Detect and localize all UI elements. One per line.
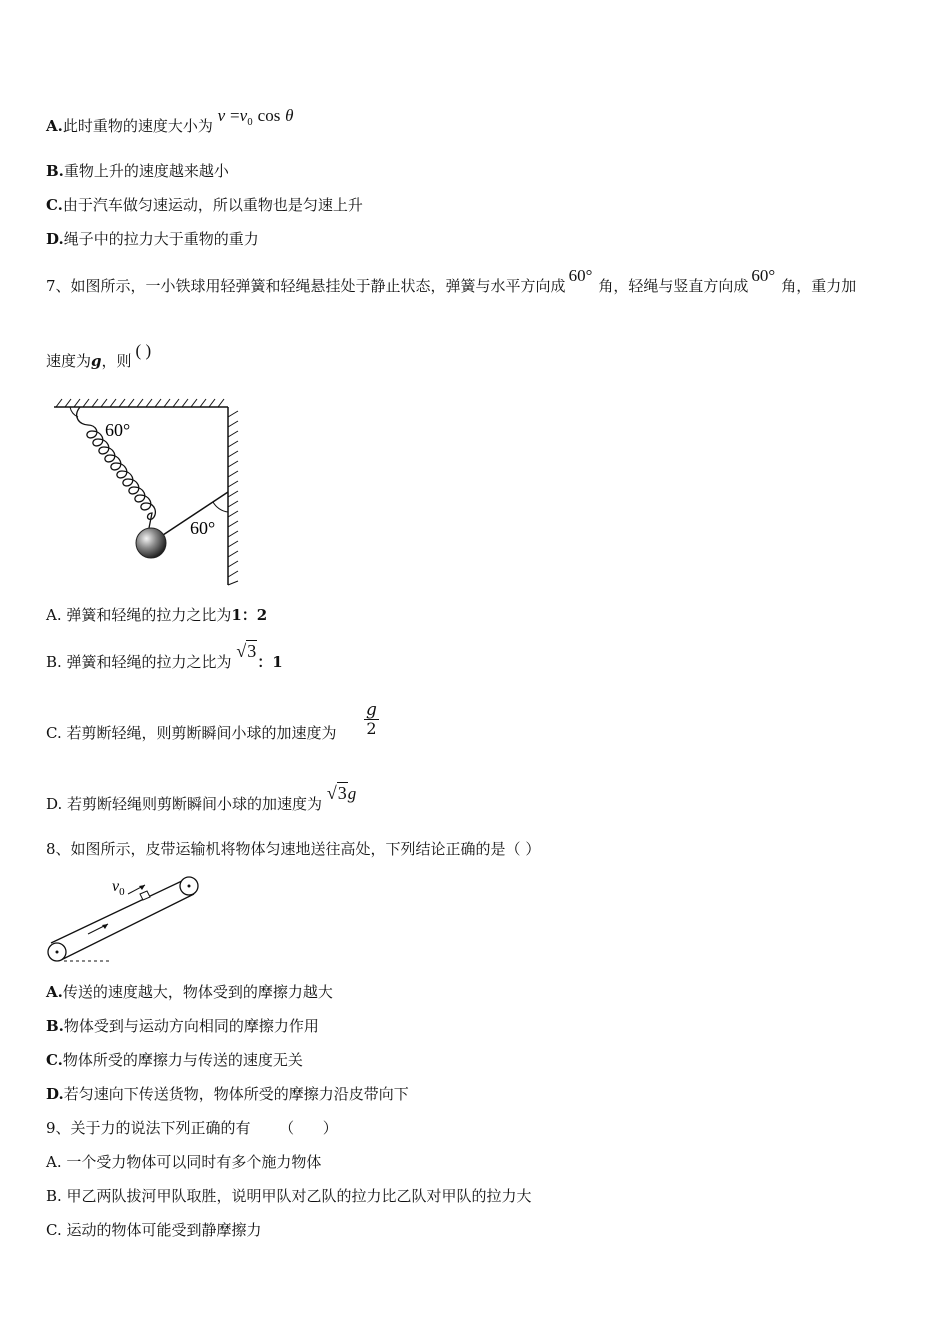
lower-pulley-axle: [56, 951, 59, 954]
q7-stem-line2: [46, 341, 152, 371]
q7-option-d-formula: √3g: [326, 783, 357, 803]
q7-option-d-g: g: [347, 784, 357, 803]
q6-option-d: [46, 229, 259, 249]
q8-option-c: [46, 1050, 303, 1070]
cargo-box: [140, 891, 150, 900]
formula-v: v: [217, 106, 226, 125]
q7-option-d: [46, 783, 357, 814]
q7-option-d-text: D. 若剪断轻绳则剪断瞬间小球的加速度为: [46, 795, 323, 813]
q7-stem-part3: 角，重力加: [781, 277, 857, 295]
q8-figure: [44, 872, 214, 972]
q7-stem-line2b: ，则: [101, 352, 132, 370]
q7-option-c-numerator: g: [366, 700, 377, 720]
spring-angle-label: 60°: [105, 420, 131, 440]
q9-option-a: [46, 1152, 321, 1172]
q8-option-c-text: 物体所受的摩擦力与传送的速度无关: [62, 1051, 303, 1069]
iron-ball: [136, 528, 166, 558]
q7-angle2: 60°: [751, 266, 776, 285]
q6-option-d-label: D.: [46, 230, 64, 248]
q7-option-c: [46, 723, 336, 743]
q9-option-b-text: B. 甲乙两队拔河甲队取胜，说明甲队对乙队的拉力比乙队对甲队的拉力大: [46, 1187, 532, 1205]
upper-pulley-axle: [188, 885, 191, 888]
formula-cos: cos: [257, 106, 281, 125]
q6-option-a-text: 此时重物的速度大小为: [62, 117, 213, 135]
q8-option-b-label: B.: [46, 1017, 64, 1035]
q8-stem: [46, 839, 540, 859]
q6-option-d-text: 绳子中的拉力大于重物的重力: [63, 230, 259, 248]
q8-option-a-text: 传送的速度越大，物体受到的摩擦力越大: [62, 983, 333, 1001]
q8-option-a-label: A.: [46, 983, 63, 1001]
q6-option-c-text: 由于汽车做匀速运动，所以重物也是匀速上升: [62, 196, 363, 214]
q8-option-d-text: 若匀速向下传送货物，物体所受的摩擦力沿皮带向下: [63, 1085, 409, 1103]
q9-option-c: [46, 1220, 261, 1240]
q6-option-b-label: B.: [46, 162, 64, 180]
q8-option-b-text: 物体受到与运动方向相同的摩擦力作用: [63, 1017, 319, 1035]
belt-bottom: [61, 894, 194, 960]
q7-option-b-ratio: ：1: [257, 653, 283, 671]
q7-option-c-fraction: [364, 701, 379, 738]
q7-stem-part1: 7、如图所示，一小铁球用轻弹簧和轻绳悬挂处于静止状态，弹簧与水平方向成: [46, 277, 566, 295]
q6-option-a-label: A.: [46, 117, 63, 135]
q7-figure: [50, 395, 250, 595]
velocity-label: $v_0$: [112, 878, 125, 898]
q7-stem-line1: [46, 266, 857, 296]
q7-angle1: 60°: [568, 266, 593, 285]
rope-angle-label: 60°: [190, 518, 216, 538]
q8-option-d: [46, 1084, 409, 1104]
q6-option-a-formula: [217, 106, 294, 128]
q6-option-b: [46, 161, 229, 181]
q6-option-a: [46, 106, 294, 143]
q8-option-a: [46, 982, 333, 1002]
formula-eq: =: [230, 106, 240, 125]
q8-option-b: [46, 1016, 319, 1036]
q9-option-b: [46, 1186, 532, 1206]
formula-theta: θ: [285, 106, 294, 125]
q7-option-a-text: A. 弹簧和轻绳的拉力之比为: [46, 606, 232, 624]
formula-v0: v: [239, 106, 248, 125]
q8-option-c-label: C.: [46, 1051, 63, 1069]
ceiling-hatch: [56, 399, 224, 407]
q7-stem-part2: 角，轻绳与竖直方向成: [598, 277, 749, 295]
rope-angle-arc: [213, 502, 228, 512]
q7-option-b-sqrt-value: 3: [247, 641, 257, 661]
q7-option-b-sqrt: √3: [236, 641, 257, 661]
q6-option-b-text: 重物上升的速度越来越小: [63, 162, 229, 180]
q7-option-d-sqrt-value: 3: [337, 783, 347, 803]
q6-option-c-label: C.: [46, 196, 63, 214]
q7-option-a-ratio: 1：2: [231, 606, 268, 624]
q7-option-b-text: B. 弹簧和轻绳的拉力之比为: [46, 653, 232, 671]
q8-option-d-label: D.: [46, 1085, 64, 1103]
q7-option-a: [46, 605, 267, 625]
q9-stem: [46, 1118, 338, 1138]
q9-option-c-text: C. 运动的物体可能受到静摩擦力: [46, 1221, 262, 1239]
q7-stem-g: g: [91, 352, 102, 370]
q9-stem-text: 9、关于力的说法下列正确的有 （ ）: [46, 1119, 338, 1137]
q7-option-c-denominator: 2: [366, 719, 377, 738]
formula-sub: 0: [247, 118, 253, 128]
q7-option-c-text: C. 若剪断轻绳，则剪断瞬间小球的加速度为: [46, 724, 337, 742]
q8-stem-text: 8、如图所示，皮带运输机将物体匀速地送往高处，下列结论正确的是（ ）: [46, 840, 541, 858]
q6-option-c: [46, 195, 363, 215]
q9-option-a-text: A. 一个受力物体可以同时有多个施力物体: [46, 1153, 322, 1171]
q7-answer-blank: ( ): [135, 341, 152, 360]
q7-option-b: [46, 641, 283, 672]
q7-stem-line2a: 速度为: [46, 352, 92, 370]
wall-hatch: [228, 411, 238, 585]
